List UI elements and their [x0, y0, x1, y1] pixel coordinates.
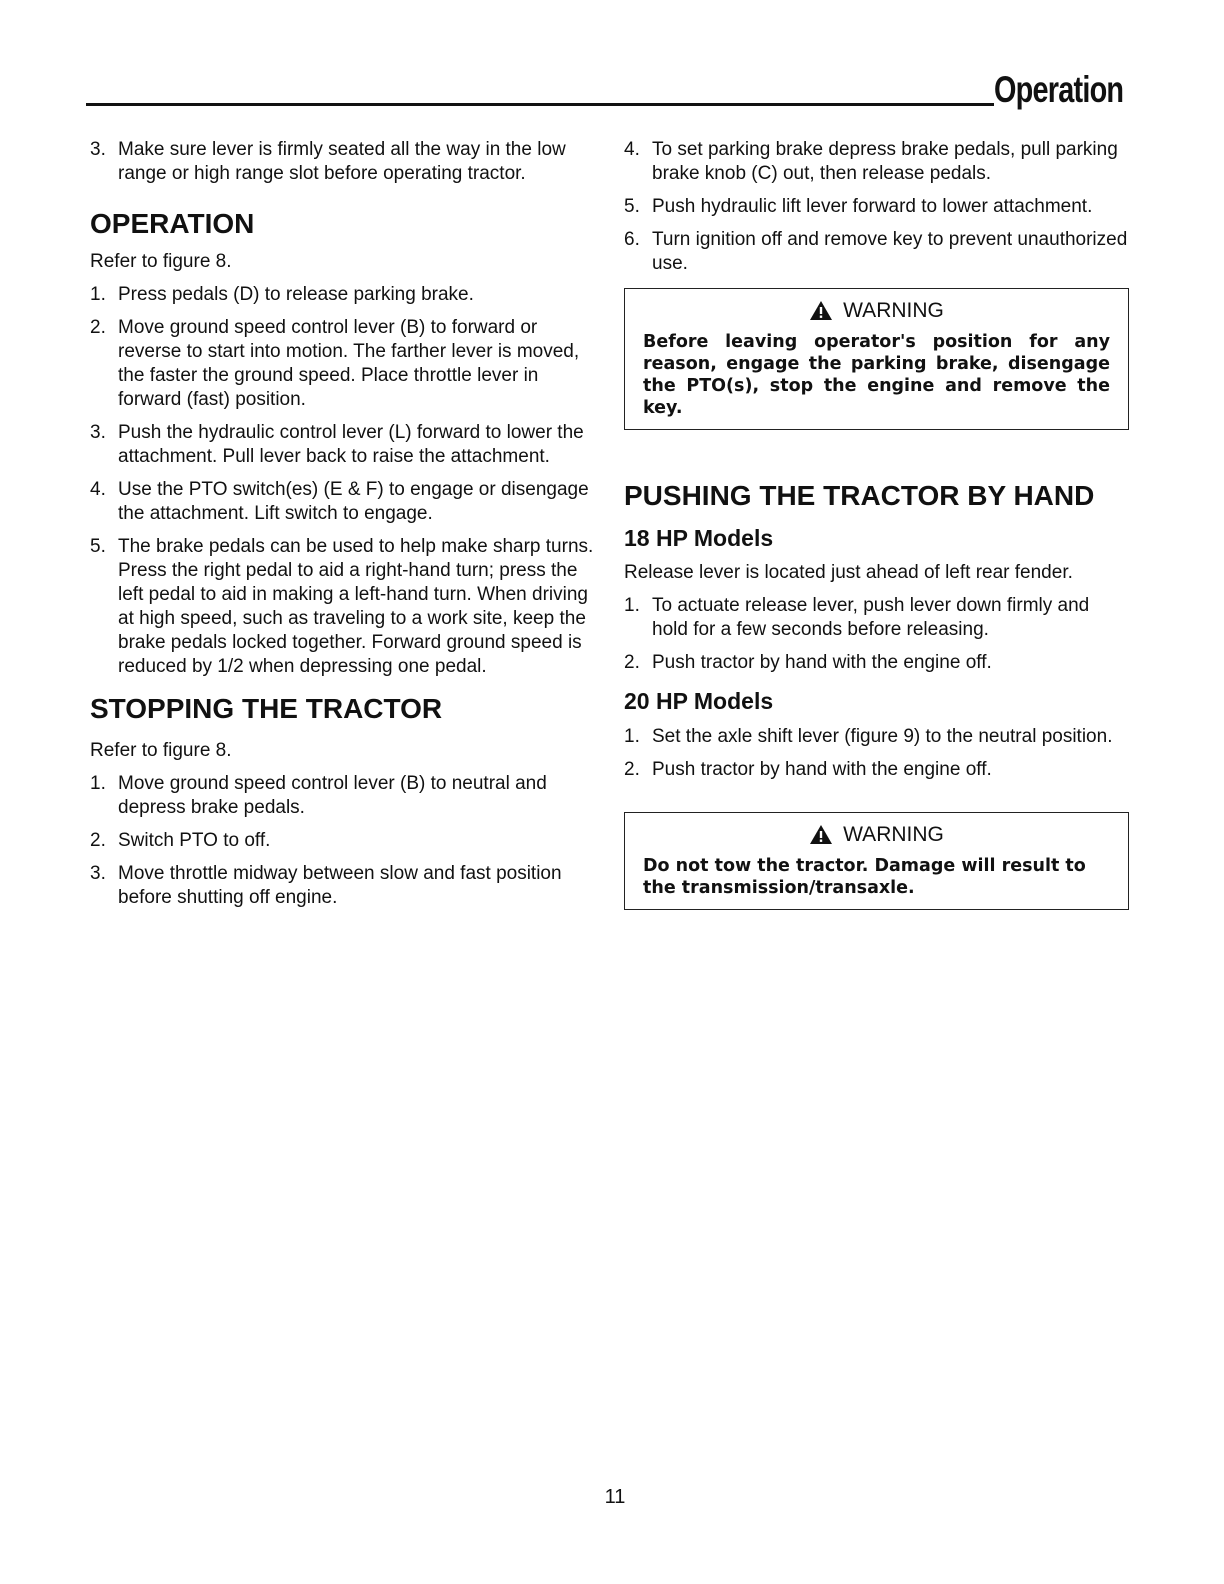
item-number: 2.: [90, 317, 106, 338]
item-text: Turn ignition off and remove key to prevent unauthorized use.: [652, 229, 1128, 274]
list-item: [624, 138, 1129, 186]
item-text: Push the hydraulic control lever (L) forward to lower the attachment. Pull lever back to raise the attachment.: [118, 422, 584, 467]
item-text: Move ground speed control lever (B) to neutral and depress brake pedals.: [118, 773, 547, 818]
list-item: [624, 651, 1129, 675]
list-item: [624, 228, 1129, 276]
stopping-heading: STOPPING THE TRACTOR: [90, 693, 443, 724]
item-number: 3.: [90, 139, 106, 160]
item-number: 2.: [624, 652, 640, 673]
item-text: Use the PTO switch(es) (E & F) to engage or disengage the attachment. Lift switch to engage.: [118, 479, 589, 524]
item-text: Push tractor by hand with the engine off.: [652, 652, 992, 673]
warning-text: Before leaving operator's position for any reason, engage the parking brake, disengage the PTO(s), stop the engine and remove the key.: [643, 332, 1110, 418]
warning-title: [643, 297, 1110, 325]
hp20-heading: 20 HP Models: [624, 688, 774, 714]
pushing-heading: PUSHING THE TRACTOR BY HAND: [624, 480, 1095, 511]
item-text: To set parking brake depress brake pedals, pull parking brake knob (C) out, then release pedals.: [652, 139, 1118, 184]
item-text: The brake pedals can be used to help make sharp turns. Press the right pedal to aid a right-hand turn; press the left pedal to aid in making a left-hand turn. When driving at high speed, such as traveling to a work site, keep the brake pedals locked together. Forward ground speed is reduced by 1/2 when depressing one pedal.: [118, 536, 594, 677]
item-number: 6.: [624, 229, 640, 250]
item-text: Set the axle shift lever (figure 9) to the neutral position.: [652, 726, 1113, 747]
header-rule: [86, 103, 994, 106]
item-text: Move ground speed control lever (B) to forward or reverse to start into motion. The farther lever is moved, the faster the ground speed. Place throttle lever in forward (fast) position.: [118, 317, 580, 410]
item-number: 4.: [624, 139, 640, 160]
warning-label: WARNING: [843, 823, 944, 846]
page-number: 11: [604, 1486, 626, 1508]
item-text: Move throttle midway between slow and fast position before shutting off engine.: [118, 863, 562, 908]
list-item: [624, 758, 1129, 782]
warning-title: [643, 821, 1110, 849]
item-number: 1.: [90, 773, 106, 794]
section-title: Operation: [994, 69, 1124, 110]
item-number: 1.: [624, 595, 640, 616]
left-column: [90, 138, 595, 919]
list-item: [624, 195, 1129, 219]
list-item: [90, 478, 595, 526]
warning-text: Do not tow the tractor. Damage will result to the transmission/transaxle.: [643, 856, 1086, 898]
list-item: [90, 138, 595, 186]
item-text: Push hydraulic lift lever forward to lower attachment.: [652, 196, 1093, 217]
hp18-heading: 18 HP Models: [624, 525, 774, 551]
item-number: 2.: [624, 759, 640, 780]
warning-triangle-icon: [809, 300, 833, 321]
warning-box: [624, 812, 1129, 910]
item-text: Make sure lever is firmly seated all the way in the low range or high range slot before operating tractor.: [118, 139, 566, 184]
right-column: [624, 138, 1129, 910]
hp18-intro: Release lever is located just ahead of left rear fender.: [624, 562, 1073, 583]
refer-text: Refer to figure 8.: [90, 740, 232, 761]
list-item: [624, 725, 1129, 749]
list-item: [90, 772, 595, 820]
refer-text: Refer to figure 8.: [90, 251, 232, 272]
list-item: [90, 283, 595, 307]
item-number: 5.: [90, 536, 106, 557]
list-item: [624, 594, 1129, 642]
list-item: [90, 316, 595, 412]
list-item: [90, 535, 595, 679]
item-text: Press pedals (D) to release parking brake.: [118, 284, 474, 305]
item-number: 1.: [624, 726, 640, 747]
list-item: [90, 862, 595, 910]
warning-label: WARNING: [843, 299, 944, 322]
item-number: 4.: [90, 479, 106, 500]
item-number: 5.: [624, 196, 640, 217]
item-text: Push tractor by hand with the engine off.: [652, 759, 992, 780]
list-item: [90, 829, 595, 853]
item-text: To actuate release lever, push lever down firmly and hold for a few seconds before releasing.: [652, 595, 1090, 640]
item-number: 2.: [90, 830, 106, 851]
warning-triangle-icon: [809, 824, 833, 845]
item-number: 3.: [90, 422, 106, 443]
list-item: [90, 421, 595, 469]
item-number: 3.: [90, 863, 106, 884]
item-text: Switch PTO to off.: [118, 830, 271, 851]
item-number: 1.: [90, 284, 106, 305]
warning-box: [624, 288, 1129, 430]
operation-heading: OPERATION: [90, 208, 255, 239]
